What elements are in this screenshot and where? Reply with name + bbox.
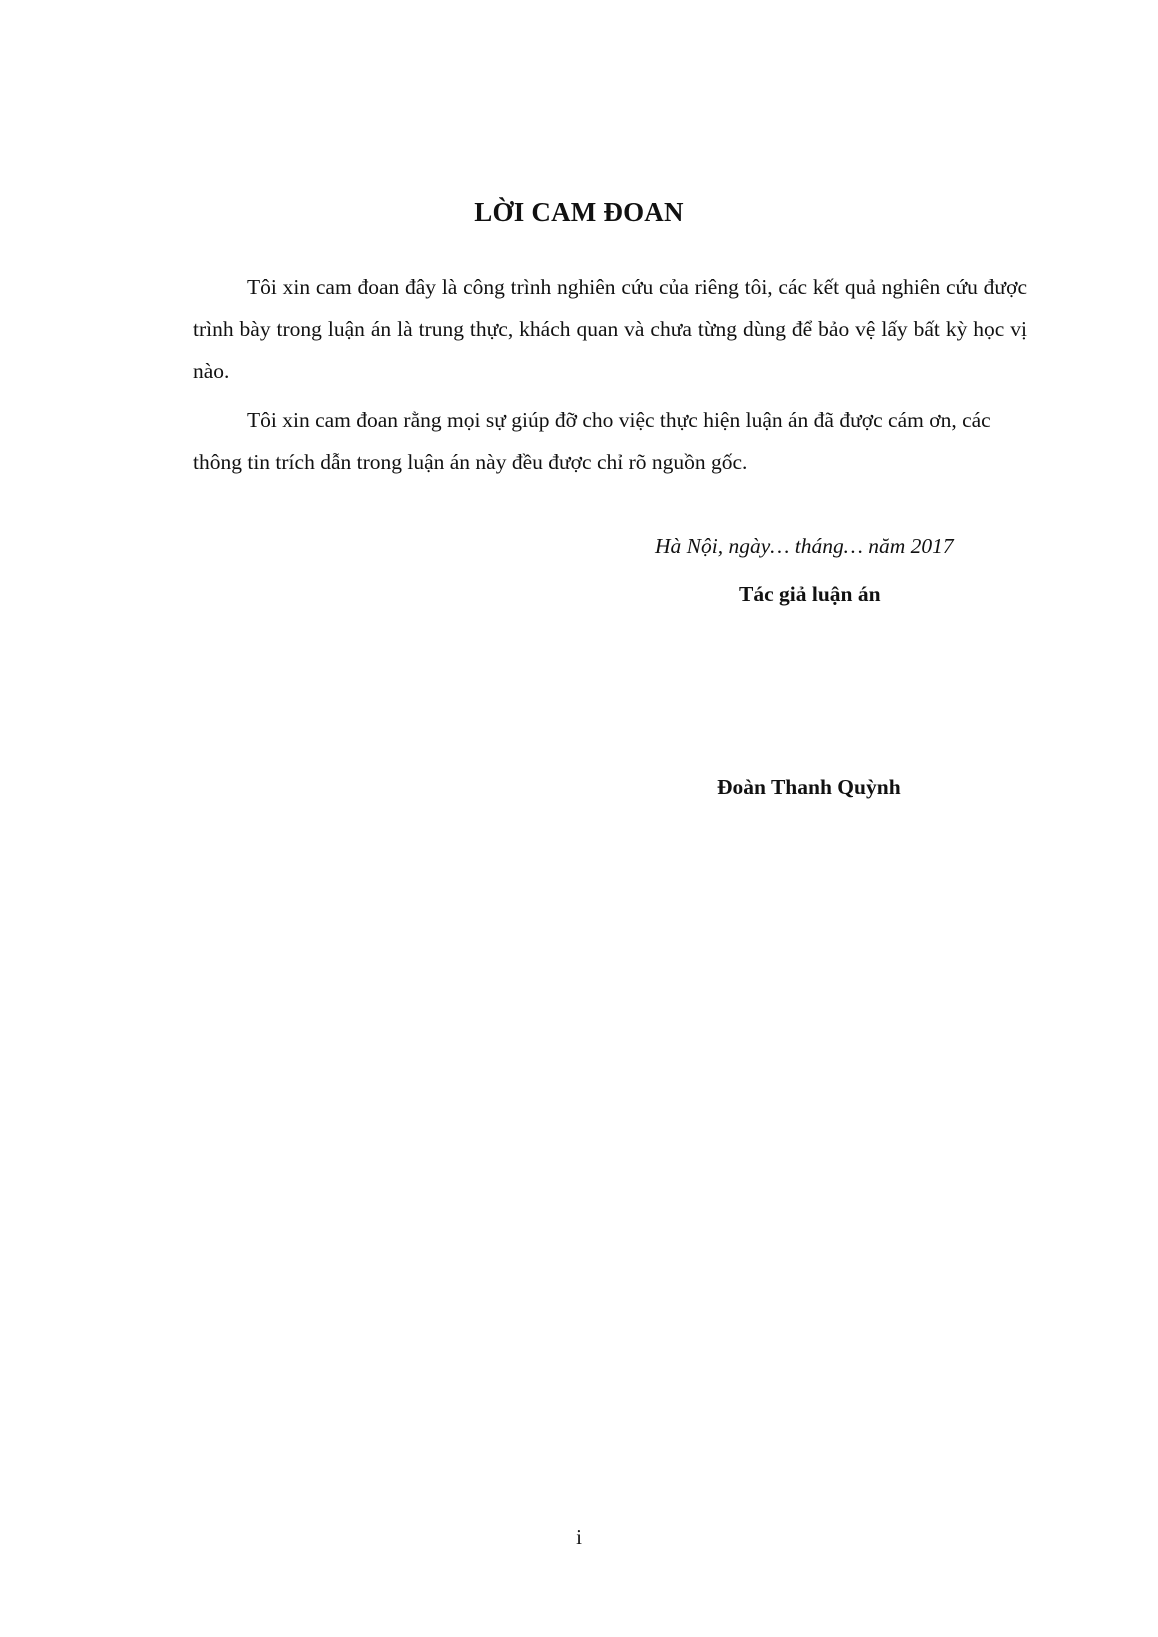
author-label: Tác giả luận án bbox=[739, 582, 881, 606]
place-date: Hà Nội, ngày… tháng… năm 2017 bbox=[655, 534, 954, 558]
page-number: i bbox=[576, 1525, 582, 1549]
author-name: Đoàn Thanh Quỳnh bbox=[717, 775, 901, 799]
declaration-paragraph-1: Tôi xin cam đoan đây là công trình nghiên cứu của riêng tôi, các kết quả nghiên cứu được trình bày trong luận án là trung thực, khách quan và chưa từng dùng để bảo vệ lấy bất kỳ học vị nào. bbox=[193, 275, 1027, 383]
declaration-paragraph-2: Tôi xin cam đoan rằng mọi sự giúp đỡ cho việc thực hiện luận án đã được cám ơn, các thông tin trích dẫn trong luận án này đều được chỉ rõ nguồn gốc. bbox=[193, 408, 991, 474]
page-title: LỜI CAM ĐOAN bbox=[474, 197, 684, 227]
declaration-body bbox=[193, 266, 1027, 483]
